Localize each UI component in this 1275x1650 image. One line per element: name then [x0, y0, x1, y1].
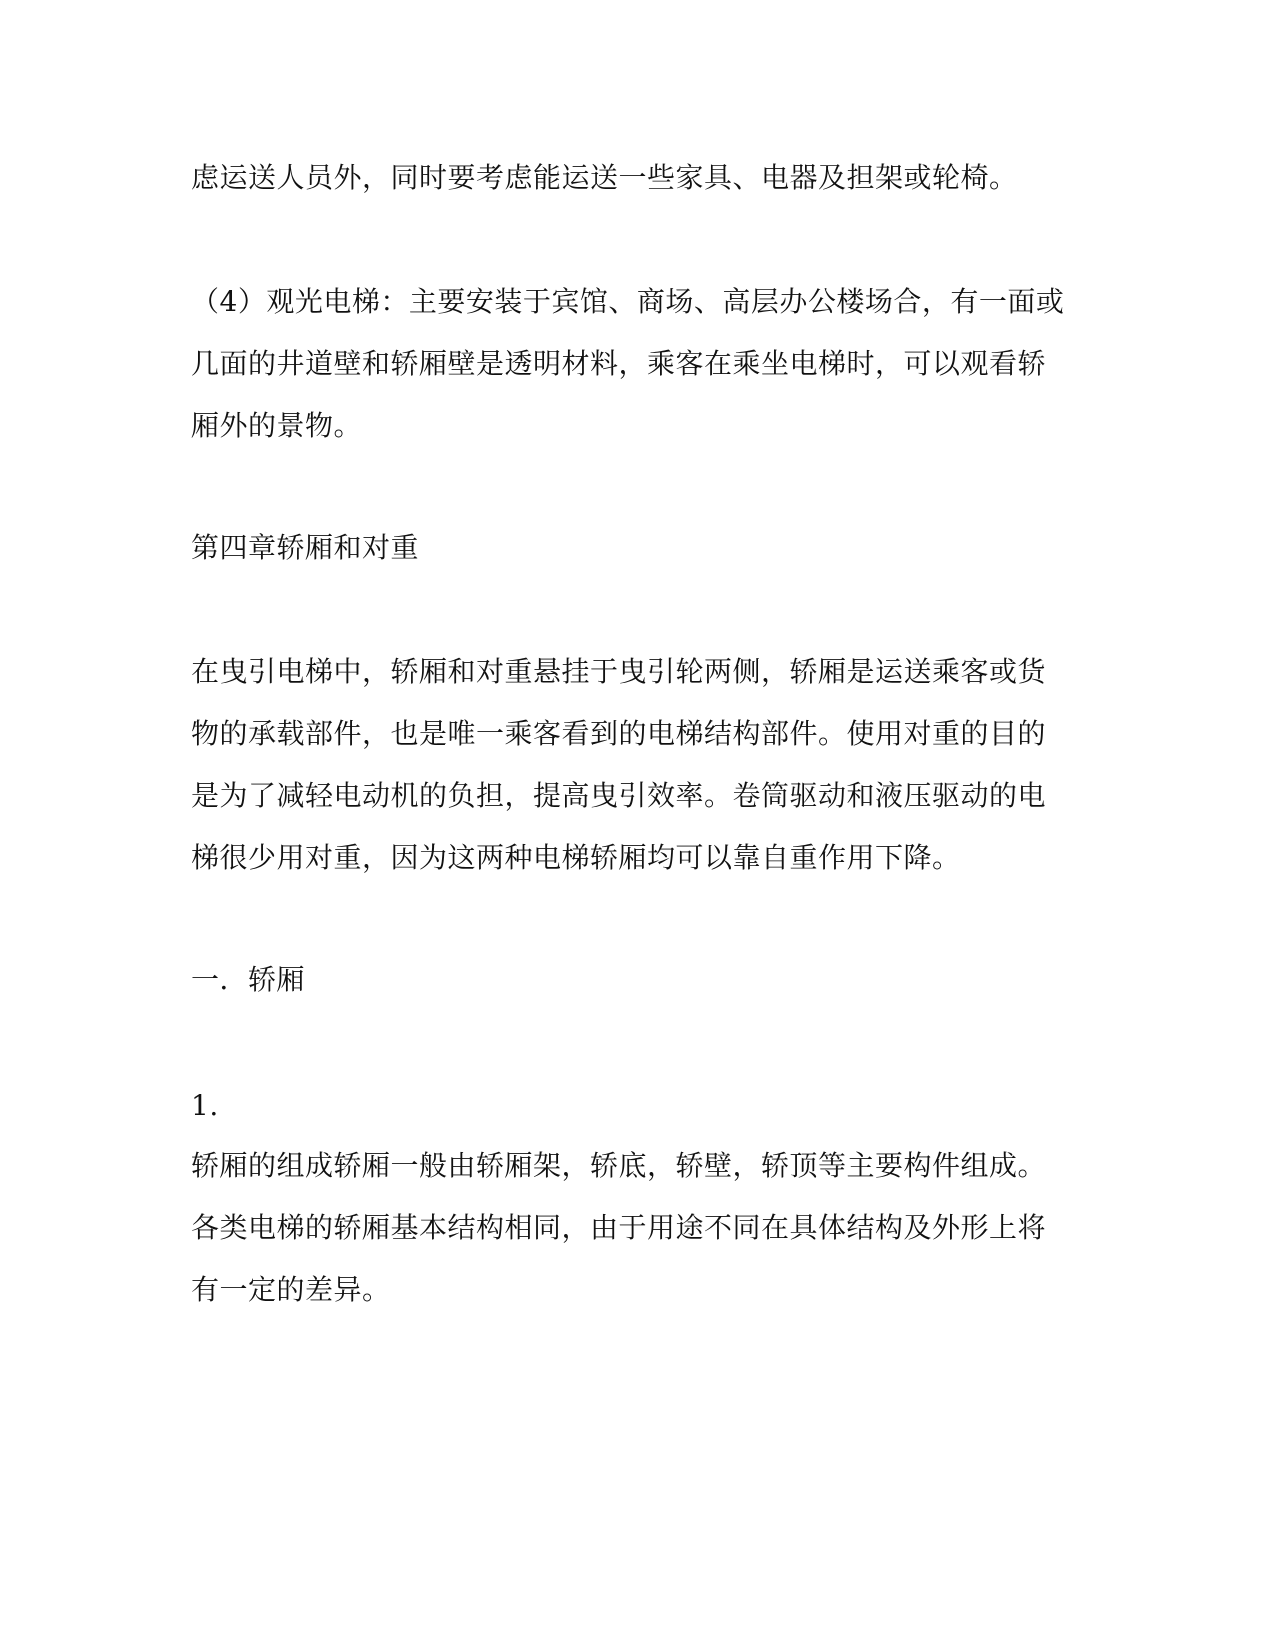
paragraph-line: 物的承载部件，也是唯一乘客看到的电梯结构部件。使用对重的目的 [191, 717, 1047, 750]
paragraph-line: 有一定的差异。 [191, 1273, 391, 1306]
paragraph-line: 各类电梯的轿厢基本结构相同，由于用途不同在具体结构及外形上将 [191, 1211, 1047, 1244]
paragraph-line: 轿厢的组成轿厢一般由轿厢架，轿底，轿壁，轿顶等主要构件组成。 [191, 1149, 1047, 1182]
paragraph-line: 在曳引电梯中，轿厢和对重悬挂于曳引轮两侧，轿厢是运送乘客或货 [191, 655, 1047, 688]
paragraph-line: 厢外的景物。 [191, 409, 363, 442]
paragraph-line: （4）观光电梯：主要安装于宾馆、商场、高层办公楼场合，有一面或 [191, 285, 1065, 318]
item-number: 1. [191, 1089, 219, 1122]
paragraph-line: 几面的井道壁和轿厢壁是透明材料，乘客在乘坐电梯时，可以观看轿 [191, 347, 1047, 380]
chapter-title: 第四章轿厢和对重 [191, 531, 420, 564]
section-title: 一．轿厢 [191, 963, 306, 996]
paragraph-line: 是为了减轻电动机的负担，提高曳引效率。卷筒驱动和液压驱动的电 [191, 779, 1047, 812]
paragraph-line: 虑运送人员外，同时要考虑能运送一些家具、电器及担架或轮椅。 [191, 161, 1018, 194]
paragraph-line: 梯很少用对重，因为这两种电梯轿厢均可以靠自重作用下降。 [191, 841, 961, 874]
